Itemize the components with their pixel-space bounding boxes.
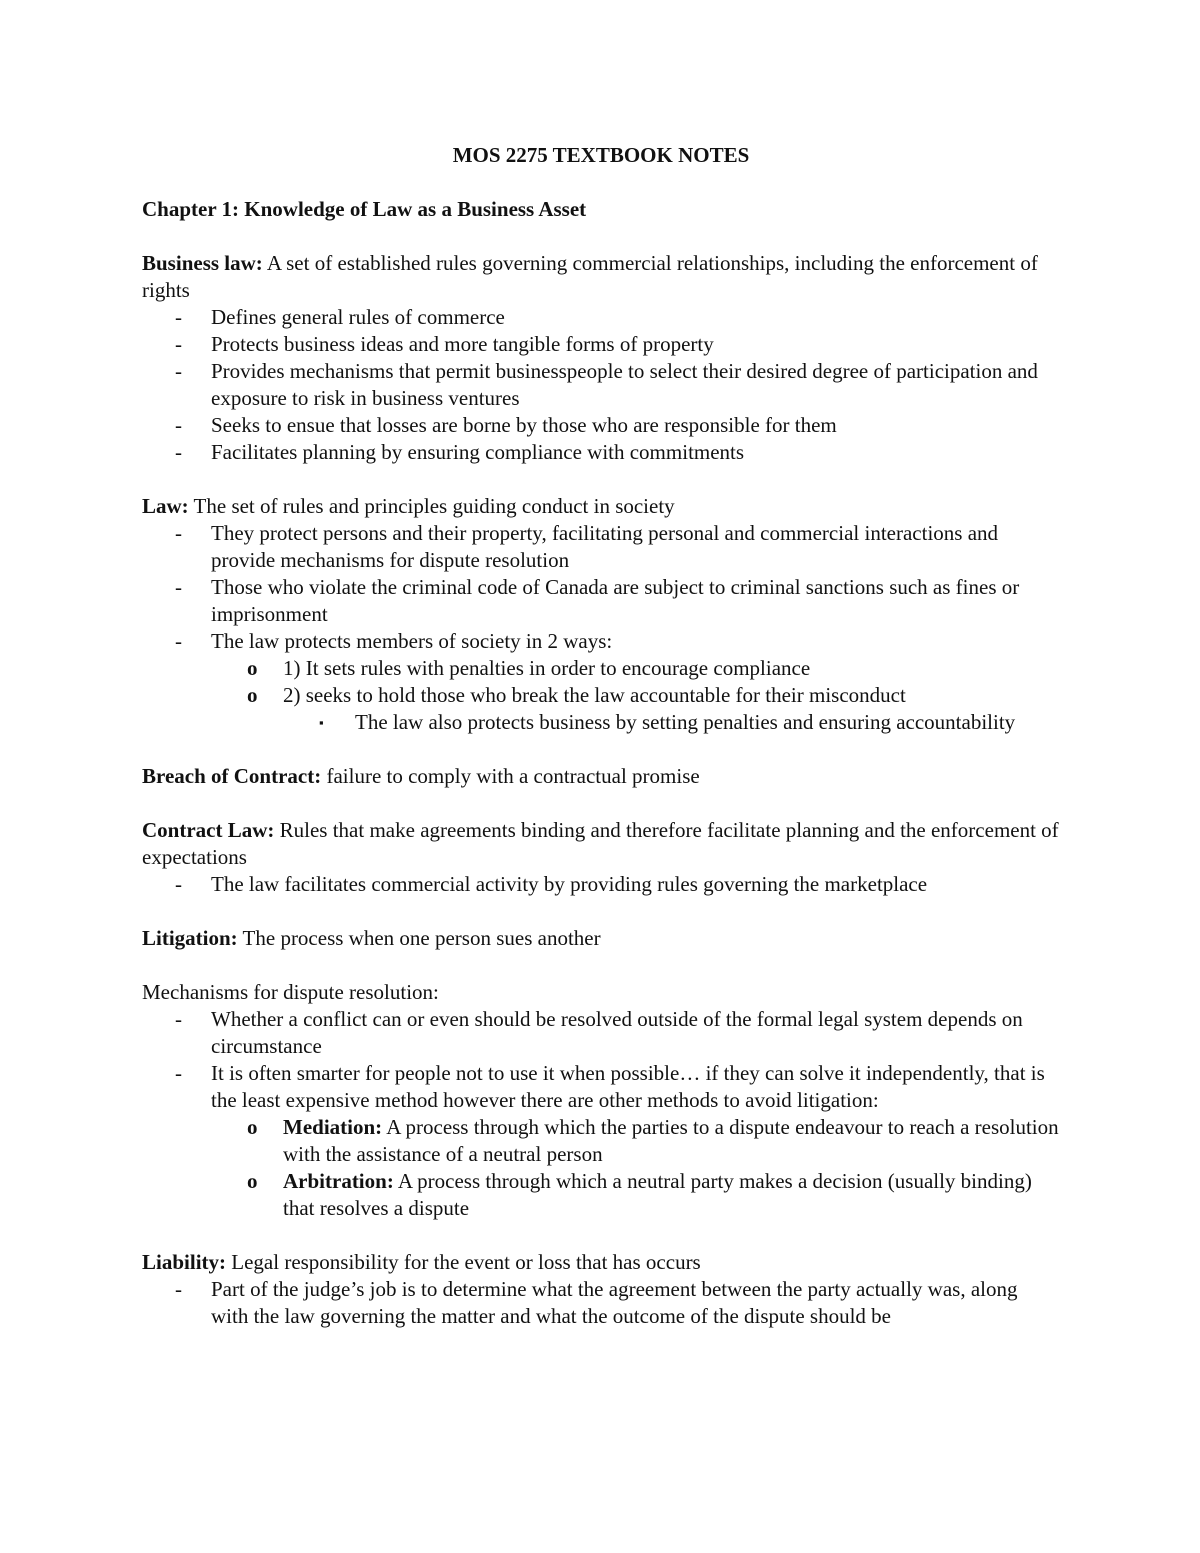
circle-bullet: o	[247, 656, 258, 680]
sub-list-item-text: 1) It sets rules with penalties in order to encourage compliance	[283, 656, 811, 680]
dash-bullet: -	[175, 440, 182, 464]
list-item-text: Seeks to ensue that losses are borne by those who are responsible for them	[211, 413, 837, 437]
sub-sub-list-item	[283, 709, 1060, 736]
circle-bullet: o	[247, 1169, 258, 1193]
arbitration-text: A process through which a neutral party makes a decision (usually binding) that resolves a dispute	[283, 1169, 1032, 1220]
business-law-definition	[142, 250, 1060, 304]
dash-bullet: -	[175, 575, 182, 599]
section-contract-law	[142, 817, 1060, 898]
list-item	[142, 871, 1060, 898]
section-breach-of-contract	[142, 763, 1060, 790]
dash-bullet: -	[175, 521, 182, 545]
dispute-heading: Mechanisms for dispute resolution:	[142, 980, 439, 1004]
contract-law-list	[142, 871, 1060, 898]
list-item	[142, 358, 1060, 412]
dash-bullet: -	[175, 1277, 182, 1301]
sub-list-item-text: 2) seeks to hold those who break the law accountable for their misconduct	[283, 683, 906, 707]
business-law-list	[142, 304, 1060, 466]
dispute-list	[142, 1006, 1060, 1222]
dash-bullet: -	[175, 629, 182, 653]
list-item	[142, 304, 1060, 331]
liability-text: Legal responsibility for the event or loss that has occurs	[226, 1250, 701, 1274]
list-item-text: Defines general rules of commerce	[211, 305, 505, 329]
sub-list-item	[211, 1168, 1060, 1222]
list-item-text: It is often smarter for people not to use it when possible… if they can solve it independently, that is the least expensive method however there are other methods to avoid litigation:	[211, 1061, 1045, 1112]
list-item-text: Those who violate the criminal code of Canada are subject to criminal sanctions such as fines or imprisonment	[211, 575, 1020, 626]
section-business-law	[142, 250, 1060, 466]
list-item	[142, 412, 1060, 439]
breach-definition	[142, 763, 1060, 790]
document-page	[142, 142, 1060, 1330]
dash-bullet: -	[175, 872, 182, 896]
dash-bullet: -	[175, 1061, 182, 1085]
litigation-definition	[142, 925, 1060, 952]
list-item	[142, 1276, 1060, 1330]
litigation-text: The process when one person sues another	[237, 926, 601, 950]
list-item-text: Part of the judge’s job is to determine what the agreement between the party actually was, along with the law governing the matter and what the outcome of the dispute should be	[211, 1277, 1018, 1328]
list-item	[142, 628, 1060, 736]
term-liability: Liability:	[142, 1250, 227, 1274]
list-item-text: Protects business ideas and more tangible forms of property	[211, 332, 714, 356]
law-text: The set of rules and principles guiding conduct in society	[188, 494, 675, 518]
term-business-law: Business law:	[142, 251, 263, 275]
list-item	[142, 1006, 1060, 1060]
circle-bullet: o	[247, 1115, 258, 1139]
list-item-text: The law protects members of society in 2 ways:	[211, 629, 613, 653]
section-litigation	[142, 925, 1060, 952]
dash-bullet: -	[175, 332, 182, 356]
business-law-text: A set of established rules governing commercial relationships, including the enforcement of rights	[142, 251, 1038, 302]
dash-bullet: -	[175, 305, 182, 329]
contract-law-text: Rules that make agreements binding and therefore facilitate planning and the enforcement of expectations	[142, 818, 1059, 869]
dash-bullet: -	[175, 413, 182, 437]
list-item-text: The law facilitates commercial activity by providing rules governing the marketplace	[211, 872, 928, 896]
sub-list-item	[211, 682, 1060, 736]
law-definition	[142, 493, 1060, 520]
circle-bullet: o	[247, 683, 258, 707]
law-subsublist	[283, 709, 1060, 736]
law-list	[142, 520, 1060, 736]
liability-definition	[142, 1249, 1060, 1276]
list-item	[142, 574, 1060, 628]
section-law	[142, 493, 1060, 736]
mediation-text: A process through which the parties to a dispute endeavour to reach a resolution with the assistance of a neutral person	[283, 1115, 1059, 1166]
dispute-methods-list	[211, 1114, 1060, 1222]
term-arbitration: Arbitration:	[283, 1169, 394, 1193]
sub-sub-list-item-text: The law also protects business by setting penalties and ensuring accountability	[355, 710, 1016, 734]
term-mediation: Mediation:	[283, 1115, 383, 1139]
term-law: Law:	[142, 494, 189, 518]
section-dispute-resolution	[142, 979, 1060, 1222]
sub-list-item	[211, 655, 1060, 682]
term-breach-of-contract: Breach of Contract:	[142, 764, 322, 788]
sub-list-item	[211, 1114, 1060, 1168]
list-item	[142, 1060, 1060, 1222]
list-item-text: Facilitates planning by ensuring compliance with commitments	[211, 440, 745, 464]
list-item-text: Provides mechanisms that permit businesspeople to select their desired degree of participation and exposure to risk in business ventures	[211, 359, 1038, 410]
term-contract-law: Contract Law:	[142, 818, 275, 842]
chapter-heading: Chapter 1: Knowledge of Law as a Business Asset	[142, 197, 587, 221]
list-item-text: They protect persons and their property, facilitating personal and commercial interactions and provide mechanisms for dispute resolution	[211, 521, 999, 572]
list-item	[142, 520, 1060, 574]
square-bullet: ▪	[319, 715, 324, 730]
dash-bullet: -	[175, 1007, 182, 1031]
contract-law-definition	[142, 817, 1060, 871]
document-title: MOS 2275 TEXTBOOK NOTES	[452, 143, 750, 167]
term-litigation: Litigation:	[142, 926, 238, 950]
list-item	[142, 331, 1060, 358]
law-sublist	[211, 655, 1060, 736]
liability-list	[142, 1276, 1060, 1330]
breach-text: failure to comply with a contractual promise	[321, 764, 700, 788]
dash-bullet: -	[175, 359, 182, 383]
list-item-text: Whether a conflict can or even should be resolved outside of the formal legal system depends on circumstance	[211, 1007, 1023, 1058]
section-liability	[142, 1249, 1060, 1330]
list-item	[142, 439, 1060, 466]
